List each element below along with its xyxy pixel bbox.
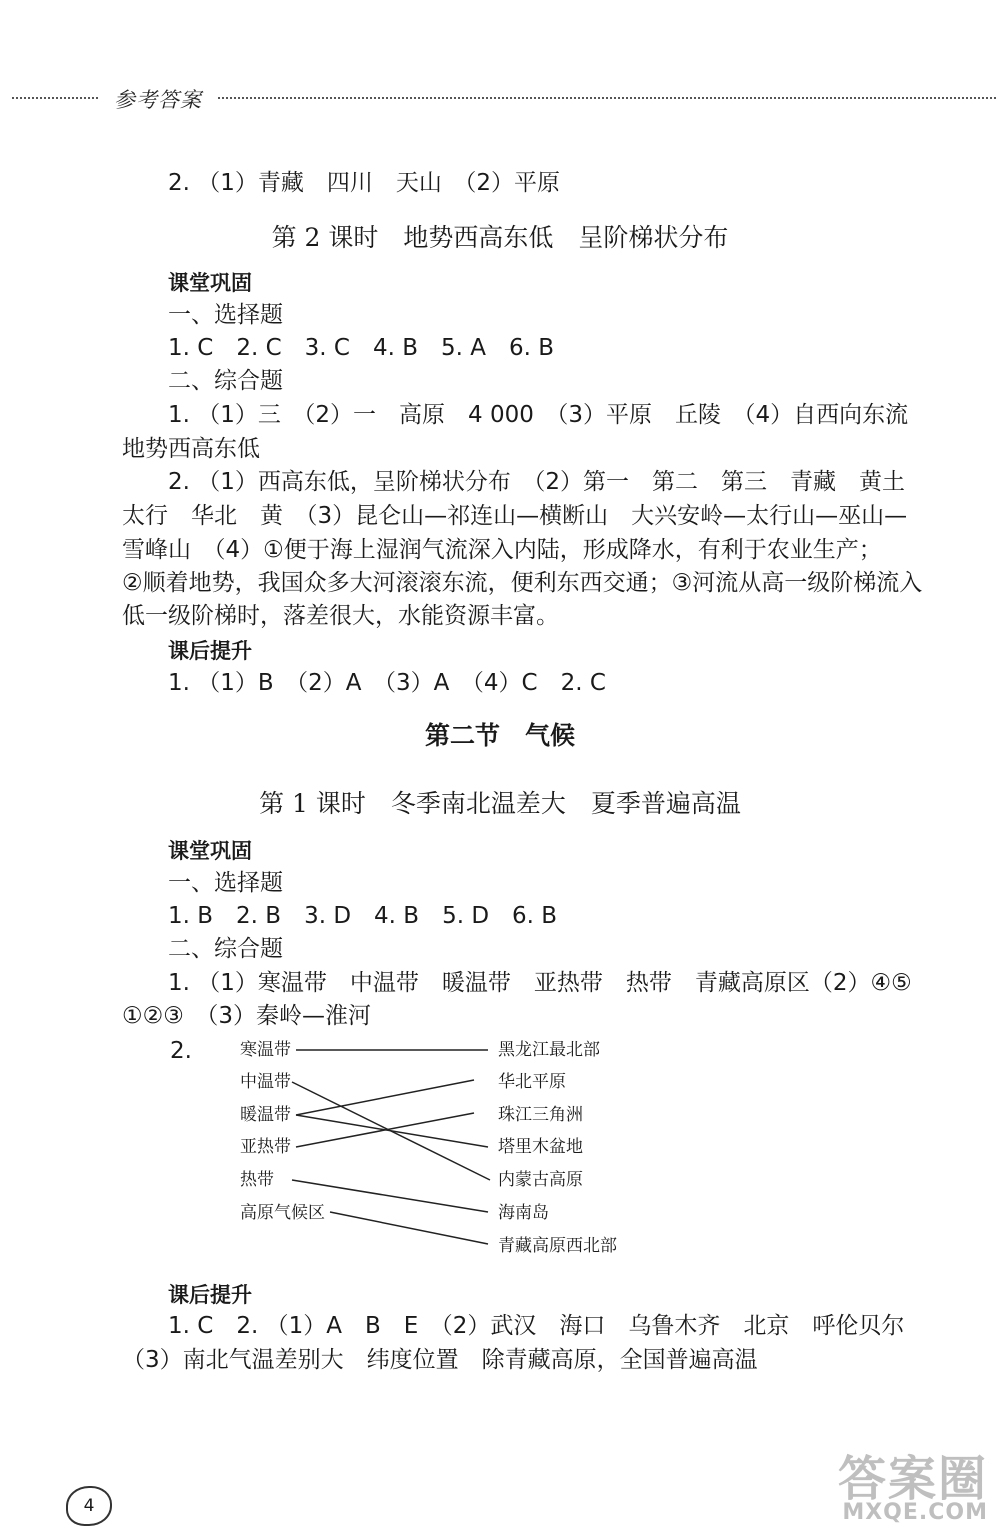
choice-answers: 1. B 2. B 3. D 4. B 5. D 6. B (168, 903, 558, 929)
answer-line: ①②③ （3）秦岭—淮河 (122, 1003, 371, 1029)
matching-right-label: 内蒙古高原 (498, 1170, 583, 1190)
header-title: 参考答案 (114, 88, 202, 112)
choice-heading: 一、选择题 (168, 302, 283, 328)
matching-left-label: 亚热带 (240, 1137, 291, 1157)
matching-left-label: 高原气候区 (240, 1203, 325, 1223)
matching-right-label: 华北平原 (498, 1072, 566, 1092)
answer-line: ②顺着地势，我国众多大河滚滚东流，便利东西交通；③河流从高一级阶梯流入 (122, 570, 923, 596)
matching-number: 2. (170, 1038, 192, 1064)
section-title: 第二节 气候 (424, 721, 575, 750)
answer-line: 2. （1）青藏 四川 天山 （2）平原 (168, 170, 561, 196)
matching-left-label: 寒温带 (240, 1040, 291, 1060)
subheading-class-practice: 课堂巩固 (168, 271, 252, 295)
matching-right-label: 珠江三角洲 (498, 1105, 583, 1125)
matching-right-label: 塔里木盆地 (498, 1137, 583, 1157)
page-number: 4 (66, 1486, 112, 1526)
answer-line: 太行 华北 黄 （3）昆仑山—祁连山—横断山 大兴安岭—太行山—巫山— (122, 503, 908, 529)
answer-line: 雪峰山 （4）①便于海上湿润气流深入内陆，形成降水，有利于农业生产； (122, 537, 882, 563)
choice-heading: 一、选择题 (168, 870, 283, 896)
answer-line: 2. （1）西高东低，呈阶梯状分布 （2）第一 第二 第三 青藏 黄土 (168, 469, 906, 495)
answer-line: 低一级阶梯时，落差很大，水能资源丰富。 (122, 603, 559, 629)
matching-left-label: 暖温带 (240, 1105, 291, 1125)
subheading-class-practice: 课堂巩固 (168, 839, 252, 863)
answer-line: 1. （1）寒温带 中温带 暖温带 亚热带 热带 青藏高原区（2）④⑤ (168, 970, 912, 996)
subheading-after-class: 课后提升 (168, 1283, 252, 1307)
matching-left-label: 热带 (240, 1170, 274, 1190)
watermark (818, 1440, 994, 1532)
answer-line: 地势西高东低 (122, 436, 260, 462)
lesson-title: 第 2 课时 地势西高东低 呈阶梯状分布 (271, 223, 729, 252)
matching-right-label: 海南岛 (498, 1203, 549, 1223)
matching-line (330, 1212, 488, 1244)
matching-line (292, 1180, 488, 1212)
watermark-url: MXQE.COM (842, 1500, 988, 1525)
matching-right-label: 黑龙江最北部 (498, 1040, 600, 1060)
lesson-title: 第 1 课时 冬季南北温差大 夏季普遍高温 (259, 789, 741, 818)
after-class-answers: 1. （1）B （2）A （3）A （4）C 2. C (168, 670, 606, 696)
answer-line: （3）南北气温差别大 纬度位置 除青藏高原，全国普遍高温 (122, 1347, 758, 1373)
matching-right-label: 青藏高原西北部 (498, 1236, 617, 1256)
matching-line (296, 1113, 474, 1147)
choice-answers: 1. C 2. C 3. C 4. B 5. A 6. B (168, 335, 555, 361)
answer-line: 1. （1）三 （2）一 高原 4 000 （3）平原 丘陵 （4）自西向东流 (168, 402, 909, 428)
subheading-after-class: 课后提升 (168, 639, 252, 663)
comprehensive-heading: 二、综合题 (168, 368, 283, 394)
comprehensive-heading: 二、综合题 (168, 936, 283, 962)
answer-line: 1. C 2. （1）A B E （2）武汉 海口 乌鲁木齐 北京 呼伦贝尔 (168, 1313, 905, 1339)
matching-left-label: 中温带 (240, 1072, 291, 1092)
watermark-logo-text: 答案圈 (837, 1451, 988, 1507)
